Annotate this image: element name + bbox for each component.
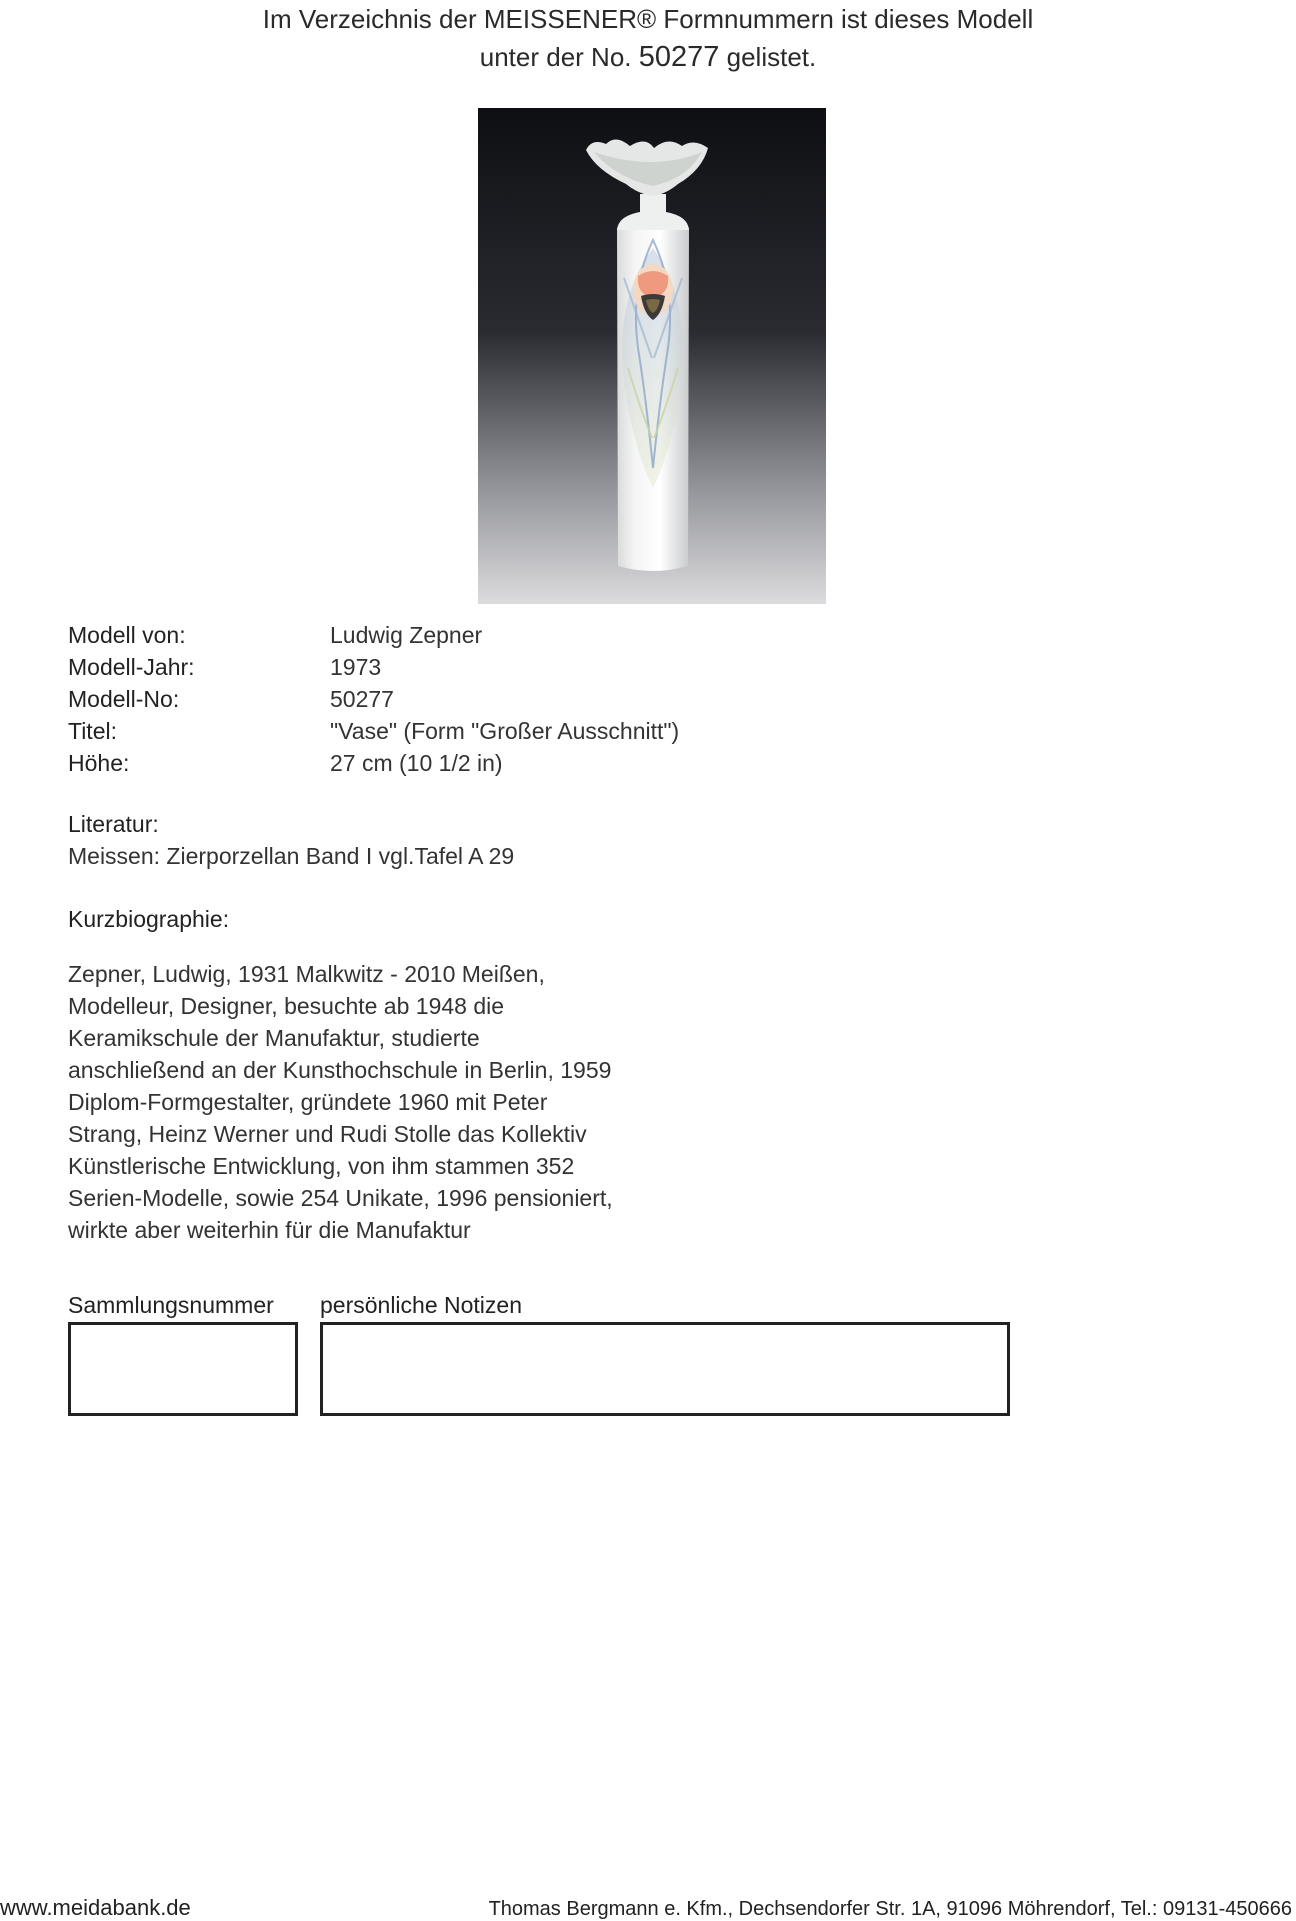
literature-heading: Literatur: xyxy=(68,811,159,837)
detail-label: Modell von: xyxy=(68,622,186,648)
biography-line: Zepner, Ludwig, 1931 Malkwitz - 2010 Meißen, xyxy=(68,961,545,987)
personal-notes-field[interactable] xyxy=(320,1322,1010,1416)
header-model-number: 50277 xyxy=(638,41,720,73)
biography-line: anschließend an der Kunsthochschule in Berlin, 1959 xyxy=(68,1057,612,1083)
biography-text xyxy=(68,958,668,1246)
footer-address: Thomas Bergmann e. Kfm., Dechsendorfer Str. 1A, 91096 Möhrendorf, Tel.: 09131-450666 xyxy=(488,1898,1292,1920)
vase-image xyxy=(478,108,826,604)
detail-label: Höhe: xyxy=(68,750,130,776)
detail-value: 50277 xyxy=(330,686,394,712)
biography-line: wirkte aber weiterhin für die Manufaktur xyxy=(68,1217,471,1243)
header-line-1: Im Verzeichnis der MEISSENER® Formnummern ist dieses Modell xyxy=(262,4,1034,34)
collection-number-label: Sammlungsnummer xyxy=(68,1292,274,1318)
literature-text: Meissen: Zierporzellan Band I vgl.Tafel A 29 xyxy=(68,843,515,869)
biography-line: Serien-Modelle, sowie 254 Unikate, 1996 pensioniert, xyxy=(68,1185,613,1211)
detail-value: 27 cm (10 1/2 in) xyxy=(330,750,503,776)
detail-value: "Vase" (Form "Großer Ausschnitt") xyxy=(330,718,680,744)
detail-label: Modell-No: xyxy=(68,686,180,712)
detail-value: 1973 xyxy=(330,654,382,680)
header-line-2 xyxy=(0,38,1296,76)
biography-line: Künstlerische Entwicklung, von ihm stammen 352 xyxy=(68,1153,575,1179)
header-line-2-prefix: unter der No. xyxy=(479,42,639,72)
biography-line: Strang, Heinz Werner und Rudi Stolle das Kollektiv xyxy=(68,1121,587,1147)
biography-line: Modelleur, Designer, besuchte ab 1948 die xyxy=(68,993,505,1019)
collection-number-field[interactable] xyxy=(68,1322,298,1416)
detail-label: Titel: xyxy=(68,718,117,744)
detail-value: Ludwig Zepner xyxy=(330,622,483,648)
footer-website: www.meidabank.de xyxy=(0,1895,191,1920)
product-photo xyxy=(478,108,826,604)
header-line-2-suffix: gelistet. xyxy=(719,42,817,72)
biography-heading: Kurzbiographie: xyxy=(68,906,230,932)
biography-line: Keramikschule der Manufaktur, studierte xyxy=(68,1025,480,1051)
personal-notes-label: persönliche Notizen xyxy=(320,1292,523,1318)
biography-section xyxy=(68,903,668,1246)
biography-line: Diplom-Formgestalter, gründete 1960 mit Peter xyxy=(68,1089,548,1115)
detail-label: Modell-Jahr: xyxy=(68,654,195,680)
page-header xyxy=(0,0,1296,76)
literature-section xyxy=(68,808,514,872)
